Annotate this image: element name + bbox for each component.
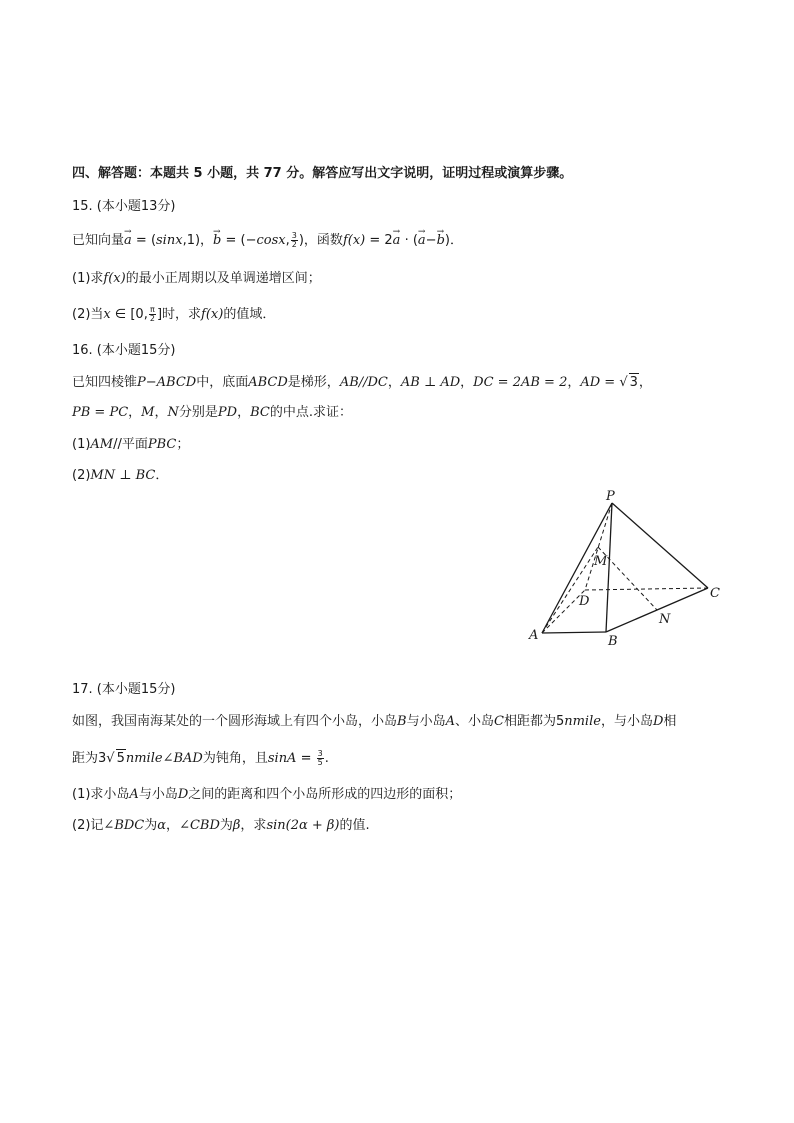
q16-title: 16. (本小题15分) [72,343,176,358]
q15-title: 15. (本小题13分) [72,199,176,214]
q17-part1: (1)求小岛A与小岛D之间的距离和四个小岛所形成的四边形的面积； [72,787,462,802]
q16-line2: PB = PC，M，N分别是PD，BC的中点.求证： [72,405,352,420]
q17-line1: 如图，我国南海某处的一个圆形海域上有四个小岛，小岛B与小岛A、小岛C相距都为5nmile，与小岛D相 [72,714,677,729]
fraction-3-5: $\frac{3}{5}$ [317,749,323,767]
q17-title: 17. (本小题15分) [72,682,176,697]
q17-part2: (2)记∠BDC为α，∠CBD为β，求sin(2α + β)的值. [72,818,370,833]
label-c: C [710,586,720,601]
segment-am [542,547,598,633]
label-n: N [659,612,671,627]
q16-part1: (1)AM//平面PBC； [72,437,190,452]
pyramid-figure [520,485,730,655]
q17-line2: 距为3√ 5nmile∠BAD为钝角，且sinA = $\frac{3}{5}$ . [72,749,329,767]
q15-stem: 已知向量→ a = (sinx,1)，→ b = (−cosx, $\frac{3}{2}$ )，函数f(x) = 2→ a · (→ a−→ b)． [72,232,463,250]
q16-line1: 已知四棱锥P−ABCD中，底面ABCD是梯形，AB//DC，AB ⊥ AD，DC = 2AB = 2，AD = √ 3， [72,375,652,390]
fraction-3-2: $\frac{3}{2}$ [291,231,297,249]
section-header: 四、解答题：本题共 5 小题，共 77 分。解答应写出文字说明，证明过程或演算步骤。 [72,166,573,181]
edge-pc [612,503,708,588]
label-d: D [579,594,590,609]
label-a: A [529,628,539,643]
label-m: M [594,554,608,569]
label-p: P [606,489,615,504]
label-b: B [608,634,618,649]
q15-part2: (2)当x ∈ [0, $\frac{\pi}{2}$ ]时，求f(x)的值域． [72,305,276,323]
q15-part1: (1)求f(x)的最小正周期以及单调递增区间； [72,271,321,286]
edge-ab [542,632,606,633]
fraction-pi-2: $\frac{\pi}{2}$ [149,305,155,323]
edge-dc [585,588,708,590]
q16-part2: (2)MN ⊥ BC． [72,468,169,483]
